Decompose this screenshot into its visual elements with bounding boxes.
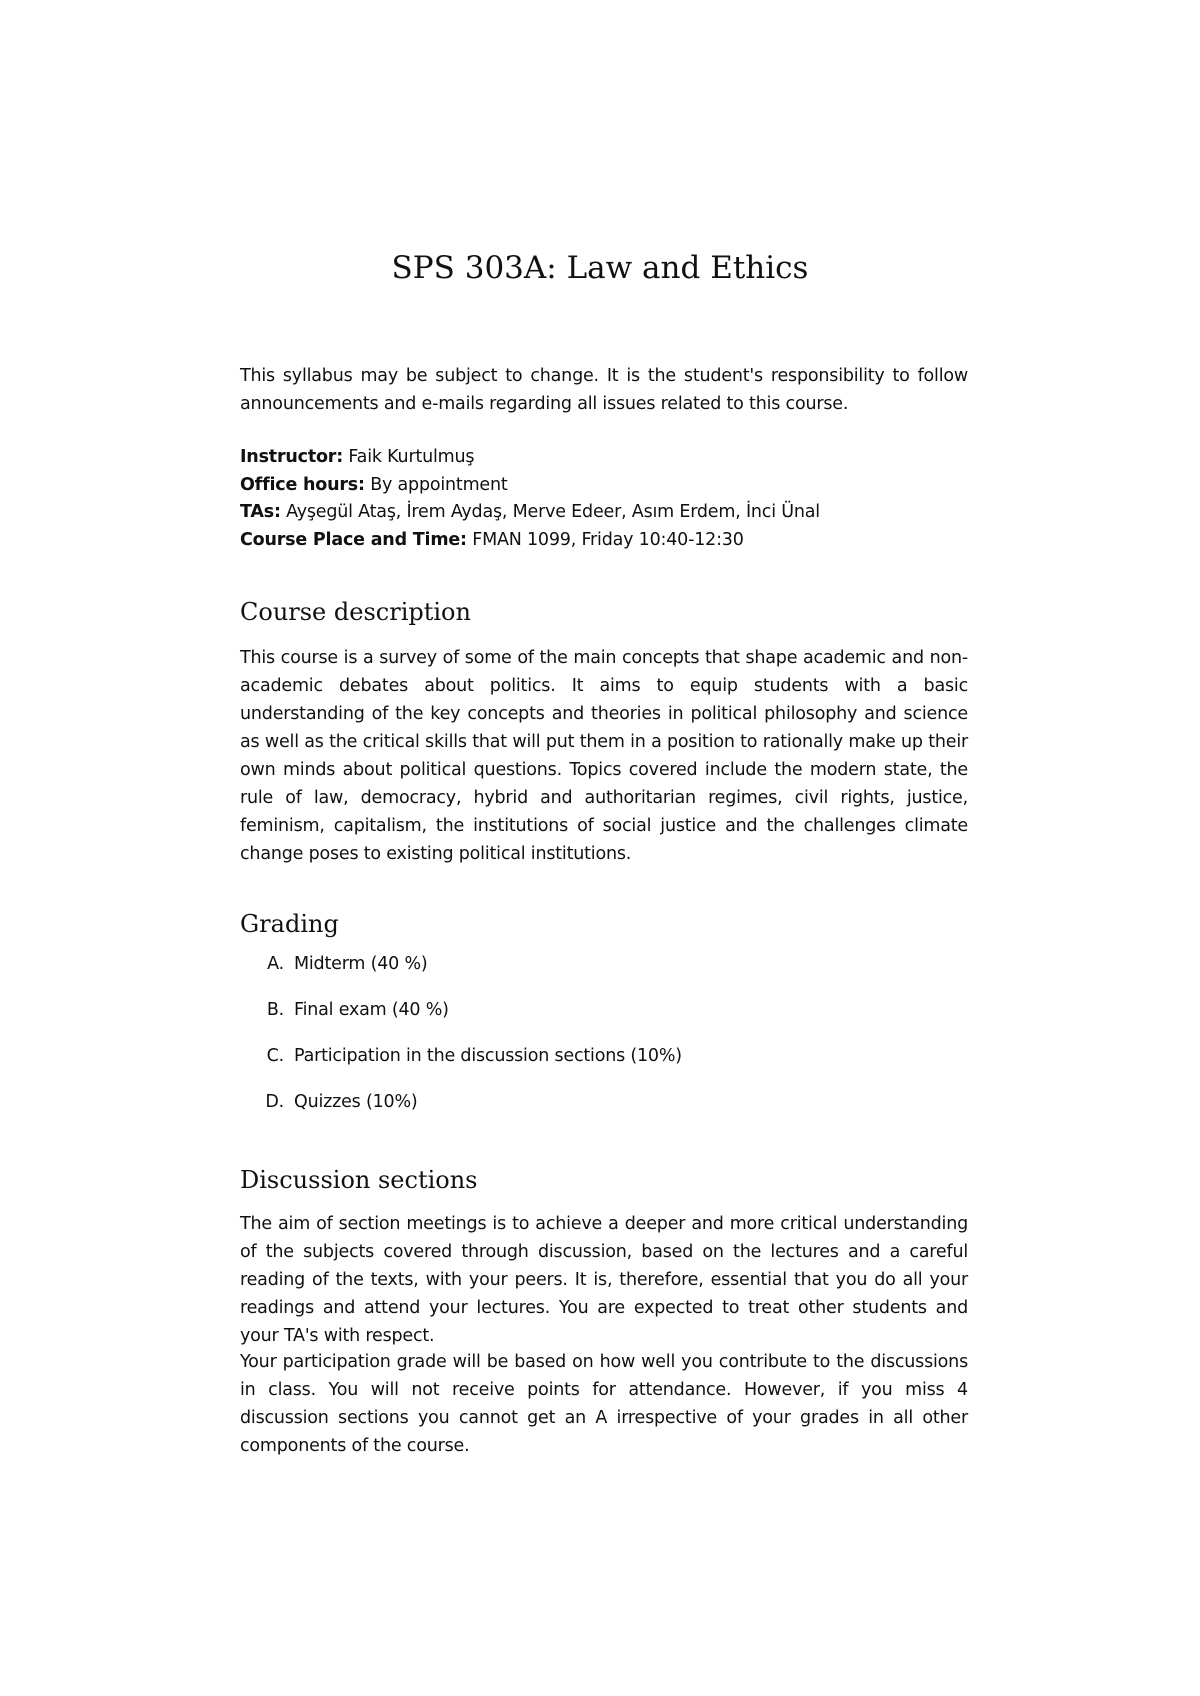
grading-item-letter: D. [265, 1092, 284, 1112]
grading-item-text: Final exam (40 %) [294, 1000, 449, 1020]
discussion-paragraph-1: The aim of section meetings is to achieve a deeper and more critical understanding of the subjects covered through discussion, based on the lectures and a careful reading of the texts, with your peers. It is, therefore, essential that you do all your readings and attend your lectures. You are expected to treat other students and your TA's with respect. [240, 1214, 968, 1346]
grading-item-letter: A. [267, 954, 284, 974]
tas-value: Ayşegül Ataş, İrem Aydaş, Merve Edeer, Asım Erdem, İnci Ünal [286, 502, 820, 522]
office-hours-line [240, 472, 968, 500]
intro-block [240, 362, 968, 418]
instructor-line [240, 444, 968, 472]
course-info [240, 444, 968, 554]
grading-item [240, 950, 940, 996]
grading-item-text: Participation in the discussion sections (10%) [294, 1046, 682, 1066]
intro-paragraph: This syllabus may be subject to change. It is the student's responsibility to follow announcements and e-mails regarding all issues related to this course. [240, 366, 968, 414]
office-hours-value: By appointment [370, 474, 508, 495]
discussion-block-1 [240, 1210, 968, 1350]
page-title: SPS 303A: Law and Ethics [391, 250, 809, 286]
grading-item [240, 1088, 940, 1134]
discussion-block-2 [240, 1348, 968, 1460]
place-time-value: FMAN 1099, Friday 10:40-12:30 [472, 529, 744, 550]
grading-item-letter: C. [266, 1046, 284, 1066]
discussion-heading: Discussion sections [240, 1166, 478, 1194]
grading-item [240, 1042, 940, 1088]
tas-label: TAs: [240, 502, 281, 522]
grading-item-text: Midterm (40 %) [294, 954, 428, 974]
discussion-paragraph-2: Your participation grade will be based on how well you contribute to the discussions in class. You will not receive points for attendance. However, if you miss 4 discussion sections you cannot get an A irrespective of your grades in all other components of the course. [240, 1352, 968, 1456]
instructor-value: Faik Kurtulmuş [348, 447, 475, 467]
course-description-heading: Course description [240, 598, 471, 626]
office-hours-label: Office hours: [240, 474, 365, 495]
place-time-label: Course Place and Time: [240, 529, 467, 550]
grading-item [240, 996, 940, 1042]
grading-item-letter: B. [266, 1000, 284, 1020]
grading-list [240, 950, 940, 1134]
place-time-line [240, 527, 968, 555]
tas-line [240, 499, 968, 527]
instructor-label: Instructor: [240, 447, 344, 467]
grading-heading: Grading [240, 910, 339, 938]
grading-item-text: Quizzes (10%) [294, 1092, 418, 1112]
course-description-block [240, 644, 968, 868]
course-description-paragraph: This course is a survey of some of the main concepts that shape academic and non-academic debates about politics. It aims to equip students with a basic understanding of the key concepts and theories in political philosophy and science as well as the critical skills that will put them in a position to rationally make up their own minds about political questions. Topics covered include the modern state, the rule of law, democracy, hybrid and authoritarian regimes, civil rights, justice, feminism, capitalism, the institutions of social justice and the challenges climate change poses to existing political institutions. [240, 648, 968, 864]
